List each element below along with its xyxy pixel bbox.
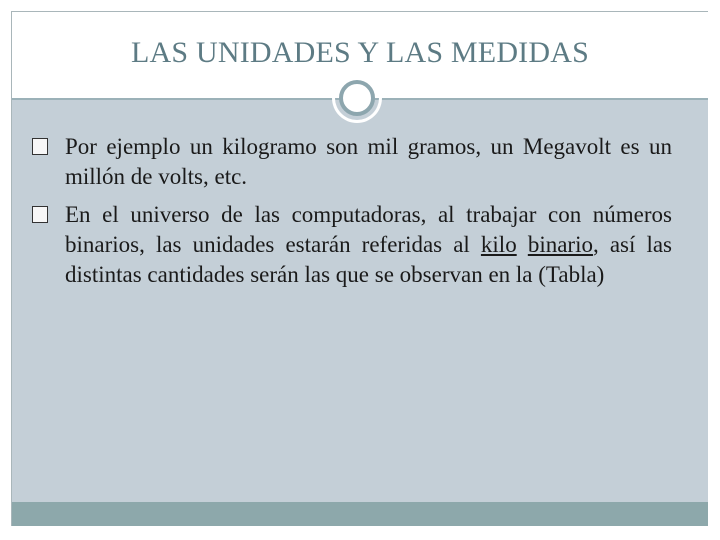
underlined-term-binario: binario (527, 232, 593, 257)
bullet-text: En el universo de las computadoras, al trabajar con números binarios, las unidades estarán referidas al (65, 202, 672, 257)
slide-title: LAS UNIDADES Y LAS MEDIDAS (131, 36, 589, 69)
bullet-box-icon (32, 206, 48, 223)
bottom-bar (12, 502, 708, 526)
divider-circle-ornament (339, 80, 375, 116)
bullet-box-icon (32, 138, 48, 155)
bullet-item-2 (32, 200, 672, 290)
bullet-text-space (517, 232, 528, 257)
underlined-term-kilo: kilo (480, 232, 517, 257)
bullet-list (32, 132, 672, 298)
bullet-text: , así las distintas cantidades serán las que se observan en la (Tabla) (65, 232, 673, 287)
bullet-item-1 (32, 132, 672, 192)
bullet-text: Por ejemplo un kilogramo son mil gramos, un Megavolt es un millón de volts, etc. (65, 134, 672, 189)
